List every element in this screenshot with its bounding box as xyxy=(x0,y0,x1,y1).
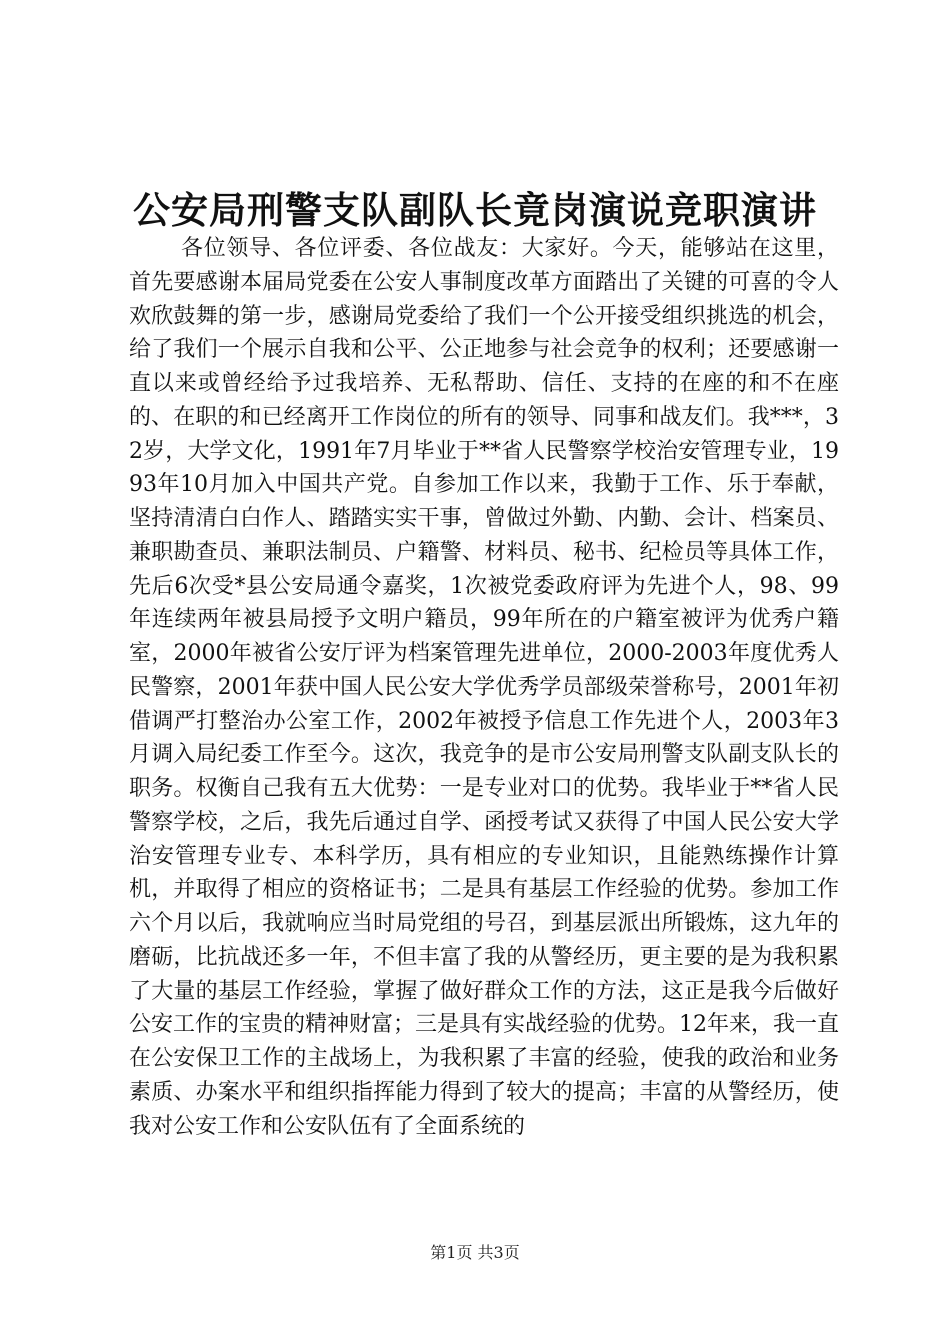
page-number: 第1页 共3页 xyxy=(430,1243,520,1262)
document-title: 公安局刑警支队副队长竟岗演说竞职演讲 xyxy=(133,188,817,232)
body-paragraph: 各位领导、各位评委、各位战友：大家好。今天，能够站在这里，首先要感谢本届局党委在公安人事制度改革方面踏出了关键的可喜的令人欢欣鼓舞的第一步，感谢局党委给了我们一个公开接受组织挑选的机会，给了我们一个展示自我和公平、公正地参与社会竞争的权利；还要感谢一直以来或曾经给予过我培养、无私帮助、信任、支持的在座的和不在座的、在职的和已经离开工作岗位的所有的领导、同事和战友们。我***，32岁，大学文化，1991年7月毕业于**省人民警察学校治安管理专业，1993年10月加入中国共产党。自参加工作以来，我勤于工作、乐于奉献，坚持清清白白作人、踏踏实实干事，曾做过外勤、内勤、会计、档案员、兼职勘查员、兼职法制员、户籍警、材料员、秘书、纪检员等具体工作，先后6次受*县公安局通令嘉奖，1次被党委政府评为先进个人，98、99年连续两年被县局授予文明户籍员，99年所在的户籍室被评为优秀户籍室，2000年被省公安厅评为档案管理先进单位，2000-2003年度优秀人民警察，2001年获中国人民公安大学优秀学员部级荣誉称号，2001年初借调严打整治办公室工作，2002年被授予信息工作先进个人，2003年3月调入局纪委工作至今。这次，我竞争的是市公安局刑警支队副支队长的职务。权衡自己我有五大优势：一是专业对口的优势。我毕业于**省人民警察学校，之后，我先后通过自学、函授考试又获得了中国人民公安大学治安管理专业专、本科学历，具有相应的专业知识，且能熟练操作计算机，并取得了相应的资格证书；二是具有基层工作经验的优势。参加工作六个月以后，我就响应当时局党组的号召，到基层派出所锻炼，这九年的磨砺，比抗战还多一年，不但丰富了我的从警经历，更主要的是为我积累了大量的基层工作经验，掌握了做好群众工作的方法，这正是我今后做好公安工作的宝贵的精神财富；三是具有实战经验的优势。12年来，我一直在公安保卫工作的主战场上，为我积累了丰富的经验，使我的政治和业务素质、办案水平和组织指挥能力得到了较大的提高；丰富的从警经历，使我对公安工作和公安队伍有了全面系统的 xyxy=(129,236,839,1139)
